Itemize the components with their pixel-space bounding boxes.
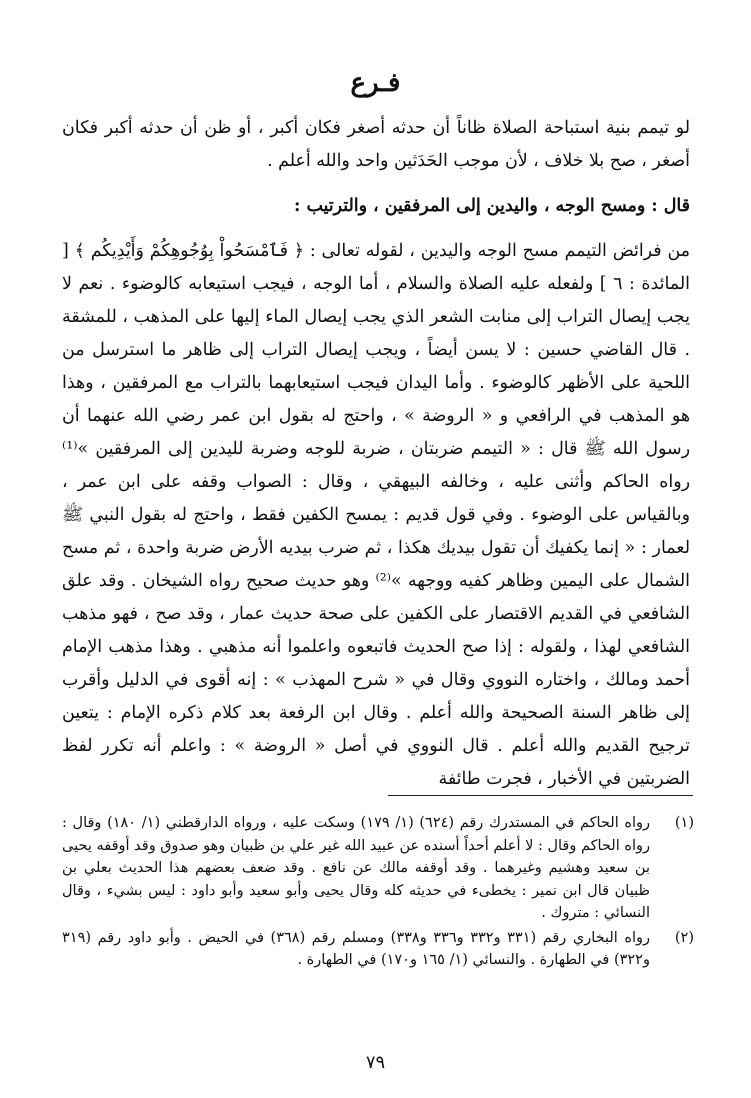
footnote-divider (388, 795, 693, 796)
footnote-number: (٢) (674, 929, 694, 946)
footnote-item (62, 812, 694, 925)
footnote-item (62, 927, 694, 972)
footnote-text: رواه الحاكم في المستدرك رقم (٦٢٤) (١/ ١٧٩) وسكت عليه ، ورواه الدارقطني (١/ ١٨٠) وقال : رواه الحاكم وقال : لا أعلم أحداً أسنده عن عبيد الله غير علي بن ظبيان وهو صدوق وقد أوقفه يحيى بن سعيد وهشيم وغيرهما . وقد أوقفه مالك عن نافع . وقد ضعف بعضهم هذا الحديث بعلي بن ظبيان قال ابن نمير : يخطىء في حديثه كله وقال يحيى وأبو سعيد وأبو داود : ليس بشيء ، وقال النسائي : متروك . (62, 815, 651, 921)
footnote-number: (١) (674, 815, 694, 831)
main-text (62, 112, 690, 796)
paragraph-issue: لو تيمم بنية استباحة الصلاة ظاناً أن حدثه أصغر فكان أكبر ، أو ظن أن حدثه أكبر فكان أصغر ، صح بلا خلاف ، لأن موجب الحَدَثين واحد والله أعلم . (62, 118, 690, 171)
page-number: ٧٩ (365, 1052, 386, 1073)
footnotes (62, 812, 694, 972)
paragraph-matn-quote: قال : ومسح الوجه ، واليدين إلى المرفقين ، والترتيب : (293, 196, 690, 216)
paragraph-commentary: من فرائض التيمم مسح الوجه واليدين ، لقوله تعالى : ﴿ فَٱمْسَحُواْ بِوُجُوهِكُمْ وَأَيْدِيكُم ﴾ [ المائدة : ٦ ] ولفعله عليه الصلاة والسلام ، أما الوجه ، فيجب استيعابه كالوضوء . نعم لا يجب إيصال التراب إلى منابت الشعر الذي يجب إيصال الماء إليها على المذهب ، للمشقة . قال القاضي حسين : لا يسن أيضاً ، ويجب إيصال التراب إلى ظاهر ما استرسل من اللحية على الأظهر كالوضوء . وأما اليدان فيجب استيعابهما بالتراب مع المرفقين ، وهذا هو المذهب في الرافعي و « الروضة » ، واحتج له بقول ابن عمر رضي الله عنهما أن رسول الله ﷺ قال : « التيمم ضربتان ، ضربة للوجه وضربة لليدين إلى المرفقين »⁽¹⁾ رواه الحاكم وأثنى عليه ، وخالفه البيهقي ، وقال : الصواب وقفه على ابن عمر ، وبالقياس على الوضوء . وفي قول قديم : يمسح الكفين فقط ، واحتج له بقول النبي ﷺ لعمار : « إنما يكفيك أن تقول بيديك هكذا ، ثم ضرب بيديه الأرض ضربة واحدة ، ثم مسح الشمال على اليمين وظاهر كفيه ووجهه »⁽²⁾ وهو حديث صحيح رواه الشيخان . وقد علق الشافعي في القديم الاقتصار على الكفين على صحة حديث عمار ، وقد صح ، فهو مذهب الشافعي لهذا ، ولقوله : إذا صح الحديث فاتبعوه واعلموا أنه مذهبي . وهذا مذهب الإمام أحمد ومالك ، واختاره النووي وقال في « شرح المهذب » : إنه أقوى في الدليل وأقرب إلى ظاهر السنة الصحيحة والله أعلم . وقال ابن الرفعة بعد كلام ذكره الإمام : يتعين ترجيح القديم والله أعلم . قال النووي في أصل « الروضة » : واعلم أنه تكرر لفظ الضربتين في الأخبار ، فجرت طائفة (62, 241, 690, 789)
section-heading: فـرع (350, 68, 401, 98)
footnote-text: رواه البخاري رقم (٣٣١ و٣٣٢ و٣٣٦ و٣٣٨) ومسلم رقم (٣٦٨) في الحيض . وأبو داود رقم (٣١٩ و٣٢٢) في الطهارة . والنسائي (١/ ١٦٥ و١٧٠) في الطهارة . (62, 929, 650, 968)
